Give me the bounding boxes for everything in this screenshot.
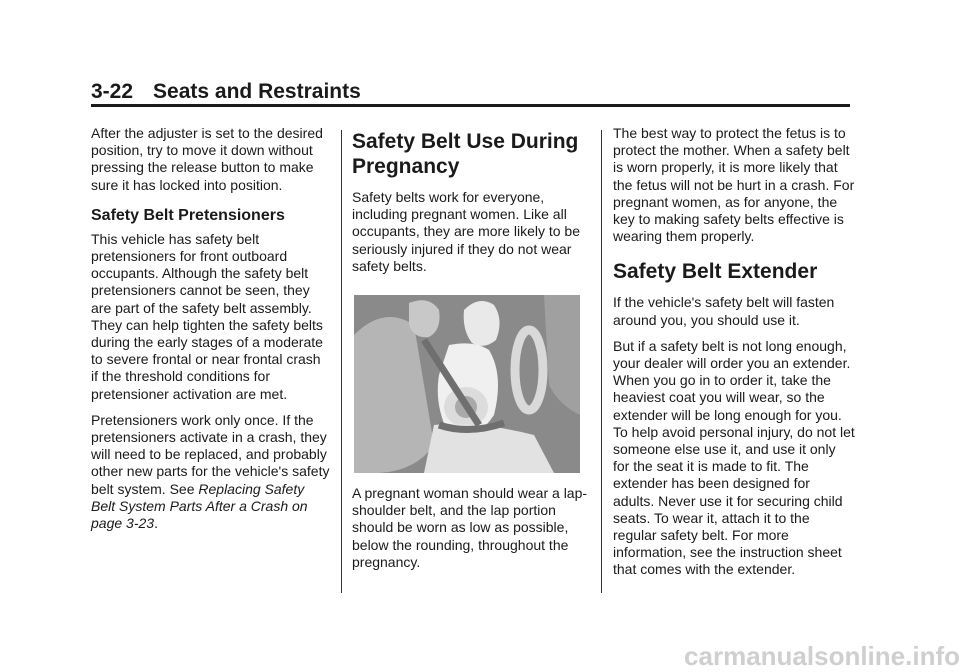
column-1 [91,125,331,541]
illustration-svg [354,295,580,473]
column-3 [613,125,855,588]
section-title: Seats and Restraints [153,80,361,103]
pregnancy-paragraph: Safety belts work for everyone, including pregnant women. Like all occupants, they are more likely to be seriously injured if they do not wear safety belts. [352,189,581,274]
pregnancy-heading: Safety Belt Use During Pregnancy [352,130,579,178]
column-2 [352,129,588,580]
header-rule [91,104,850,107]
column-divider-1 [341,130,342,593]
page-number: 3-22 [91,80,134,103]
pregnancy-caption: A pregnant woman should wear a lap-shoulder belt, and the lap portion should be worn as low as possible, below the rounding, throughout the pregnancy. [352,485,588,570]
watermark: carmanualsonline.info [684,641,960,671]
protect-mother-paragraph: The best way to protect the fetus is to protect the mother. When a safety belt is worn properly, it is more likely that the fetus will not be hurt in a crash. For pregnant women, as for anyone, the key to making safety belts effective is wearing them properly. [613,125,855,245]
pretensioners-paragraph: This vehicle has safety belt pretensioners for front outboard occupants. Although the safety belt pretensioners cannot be seen, they are part of the safety belt assembly. They can help tighten the safety belts during the early stages of a moderate to severe frontal or near frontal crash if the threshold conditions for pretensioner activation are met. [91,230,323,402]
period: . [154,515,158,532]
extender-paragraph-2: But if a safety belt is not long enough, your dealer will order you an extender. When you go in to order it, take the heaviest coat you will wear, so the extender will be long enough for you. To help avoid personal injury, do not let someone else use it, and use it only for the seat it is made to fit. The extender has been designed for adults. Never use it for securing child seats. To wear it, attach it to the regular safety belt. For more information, see the instruction sheet that comes with the extender. [613,337,855,578]
replacing-parts-link[interactable]: Replacing Safety Belt System Parts After a Crash on page 3-23 [91,480,308,532]
adjuster-paragraph: After the adjuster is set to the desired position, try to move it down without pressing the release button to make sure it has locked into position. [91,125,323,193]
pregnant-woman-illustration [354,295,580,473]
pretensioners-once-text: Pretensioners work only once. If the pretensioners activate in a crash, they will need to be replaced, and probably other new parts for the vehicle's safety belt system. See [91,411,330,497]
extender-paragraph-1: If the vehicle's safety belt will fasten around you, you should use it. [613,294,835,328]
pretensioners-heading: Safety Belt Pretensioners [91,206,285,224]
extender-heading: Safety Belt Extender [613,260,818,284]
pretensioners-once-paragraph [91,412,331,532]
page-header [91,80,361,104]
column-divider-2 [601,130,602,593]
